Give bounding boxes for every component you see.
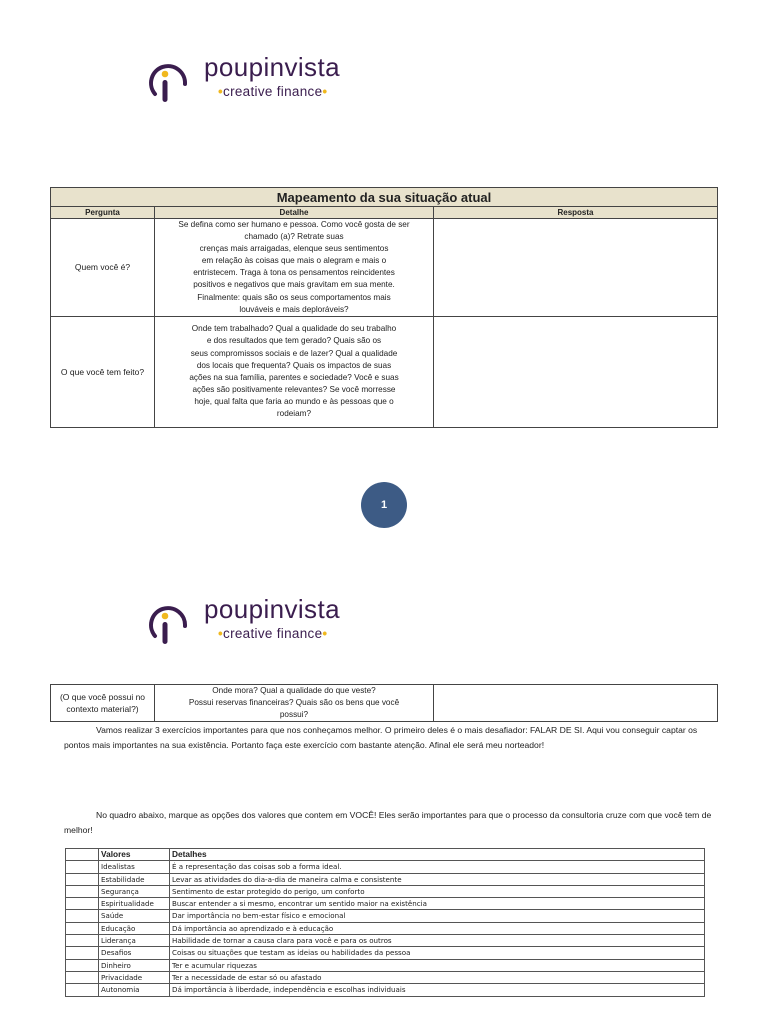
logo-tagline: •creative finance• (218, 626, 328, 641)
detail-cell: Onde tem trabalhado? Qual a qualidade do seu trabalho e dos resultados que tem gerado? Quais são os seus compromissos sociais e de lazer? Qual a qualidade dos locais que frequenta? Quais os impactos de suas ações na sua família, parentes e sociedade? Você e suas ações são positivamente relevantes? Se você morresse hoje, qual falta que faria ao mundo e às pessoas que o rodeiam? (155, 316, 434, 427)
table-row (66, 898, 705, 910)
value-name: Privacidade (99, 971, 170, 983)
column-header-pergunta: Pergunta (51, 207, 155, 219)
mapping-table (50, 187, 718, 428)
answer-cell[interactable] (434, 219, 718, 317)
value-detail: Ter e acumular riquezas (170, 959, 705, 971)
value-name: Desafios (99, 947, 170, 959)
value-name: Liderança (99, 935, 170, 947)
values-column-header: Valores (99, 849, 170, 861)
question-cell: Quem você é? (51, 219, 155, 317)
table-row (51, 685, 718, 722)
value-checkbox[interactable] (66, 971, 99, 983)
answer-cell[interactable] (434, 316, 718, 427)
value-checkbox[interactable] (66, 910, 99, 922)
table-row (66, 873, 705, 885)
column-header-detalhe: Detalhe (155, 207, 434, 219)
question-cell: (O que você possui no contexto material?) (51, 685, 155, 722)
value-detail: Coisas ou situações que testam as ideias ou habilidades da pessoa (170, 947, 705, 959)
value-detail: Habilidade de tornar a causa clara para você e para os outros (170, 935, 705, 947)
logo-name: poupinvista (204, 52, 340, 82)
table-row (66, 984, 705, 996)
table-row (66, 947, 705, 959)
value-checkbox[interactable] (66, 922, 99, 934)
page-number-badge: 1 (361, 482, 407, 528)
mapping-title: Mapeamento da sua situação atual (51, 188, 718, 207)
value-name: Estabilidade (99, 873, 170, 885)
table-row (66, 922, 705, 934)
checkbox-column-header (66, 849, 99, 861)
values-header-row (66, 849, 705, 861)
details-column-header: Detalhes (170, 849, 705, 861)
value-detail: Dá importância à liberdade, independência e escolhas individuais (170, 984, 705, 996)
value-detail: Buscar entender a si mesmo, encontrar um sentido maior na existência (170, 898, 705, 910)
value-detail: Dá importância ao aprendizado e à educação (170, 922, 705, 934)
value-checkbox[interactable] (66, 959, 99, 971)
values-table (65, 848, 705, 997)
intro-paragraph: Vamos realizar 3 exercícios importantes para que nos conheçamos melhor. O primeiro deles é o mais desafiador: FALAR DE SI. Aqui vou conseguir captar os pontos mais importantes na sua existência. Portanto faça este exercício com bastante atenção. Afinal ele será meu norteador! (64, 725, 698, 750)
value-detail: Ter a necessidade de estar só ou afastado (170, 971, 705, 983)
values-instructions: No quadro abaixo, marque as opções dos valores que contem em VOCÊ! Eles serão importantes para que o processo da consultoria cruze com que você tem de melhor! (64, 810, 712, 835)
table-row (66, 935, 705, 947)
logo-tagline: •creative finance• (218, 84, 328, 99)
value-name: Autonomia (99, 984, 170, 996)
table-row (66, 959, 705, 971)
value-detail: Levar as atividades do dia-a-dia de maneira calma e consistente (170, 873, 705, 885)
table-row (51, 316, 718, 427)
logo-mark-icon (146, 58, 194, 104)
value-name: Segurança (99, 885, 170, 897)
column-header-resposta: Resposta (434, 207, 718, 219)
value-checkbox[interactable] (66, 947, 99, 959)
value-name: Saúde (99, 910, 170, 922)
mapping-table-continued (50, 684, 718, 722)
question-cell: O que você tem feito? (51, 316, 155, 427)
answer-cell[interactable] (434, 685, 718, 722)
value-name: Dinheiro (99, 959, 170, 971)
value-checkbox[interactable] (66, 885, 99, 897)
value-name: Espiritualidade (99, 898, 170, 910)
value-checkbox[interactable] (66, 898, 99, 910)
table-row (66, 885, 705, 897)
logo-name: poupinvista (204, 594, 340, 624)
value-detail: Dar importância no bem-estar físico e emocional (170, 910, 705, 922)
table-row (66, 910, 705, 922)
brand-logo (146, 594, 406, 646)
table-row (66, 861, 705, 873)
value-checkbox[interactable] (66, 861, 99, 873)
value-detail: É a representação das coisas sob a forma ideal. (170, 861, 705, 873)
detail-cell: Se defina como ser humano e pessoa. Como você gosta de ser chamado (a)? Retrate suas crenças mais arraigadas, elenque seus sentimentos em relação às coisas que mais o alegram e mais o entristecem. Traga à tona os pensamentos reincidentes positivos e negativos que mais gravitam em sua mente. Finalmente: quais são os seus comportamentos mais louváveis e mais deploráveis? (155, 219, 434, 317)
brand-logo (146, 52, 406, 104)
value-detail: Sentimento de estar protegido do perigo, um conforto (170, 885, 705, 897)
value-checkbox[interactable] (66, 935, 99, 947)
value-checkbox[interactable] (66, 873, 99, 885)
value-name: Educação (99, 922, 170, 934)
value-checkbox[interactable] (66, 984, 99, 996)
table-row (51, 219, 718, 317)
table-row (66, 971, 705, 983)
value-name: Idealistas (99, 861, 170, 873)
detail-cell: Onde mora? Qual a qualidade do que veste? Possui reservas financeiras? Quais são os bens que você possui? (155, 685, 434, 722)
logo-mark-icon (146, 600, 194, 646)
